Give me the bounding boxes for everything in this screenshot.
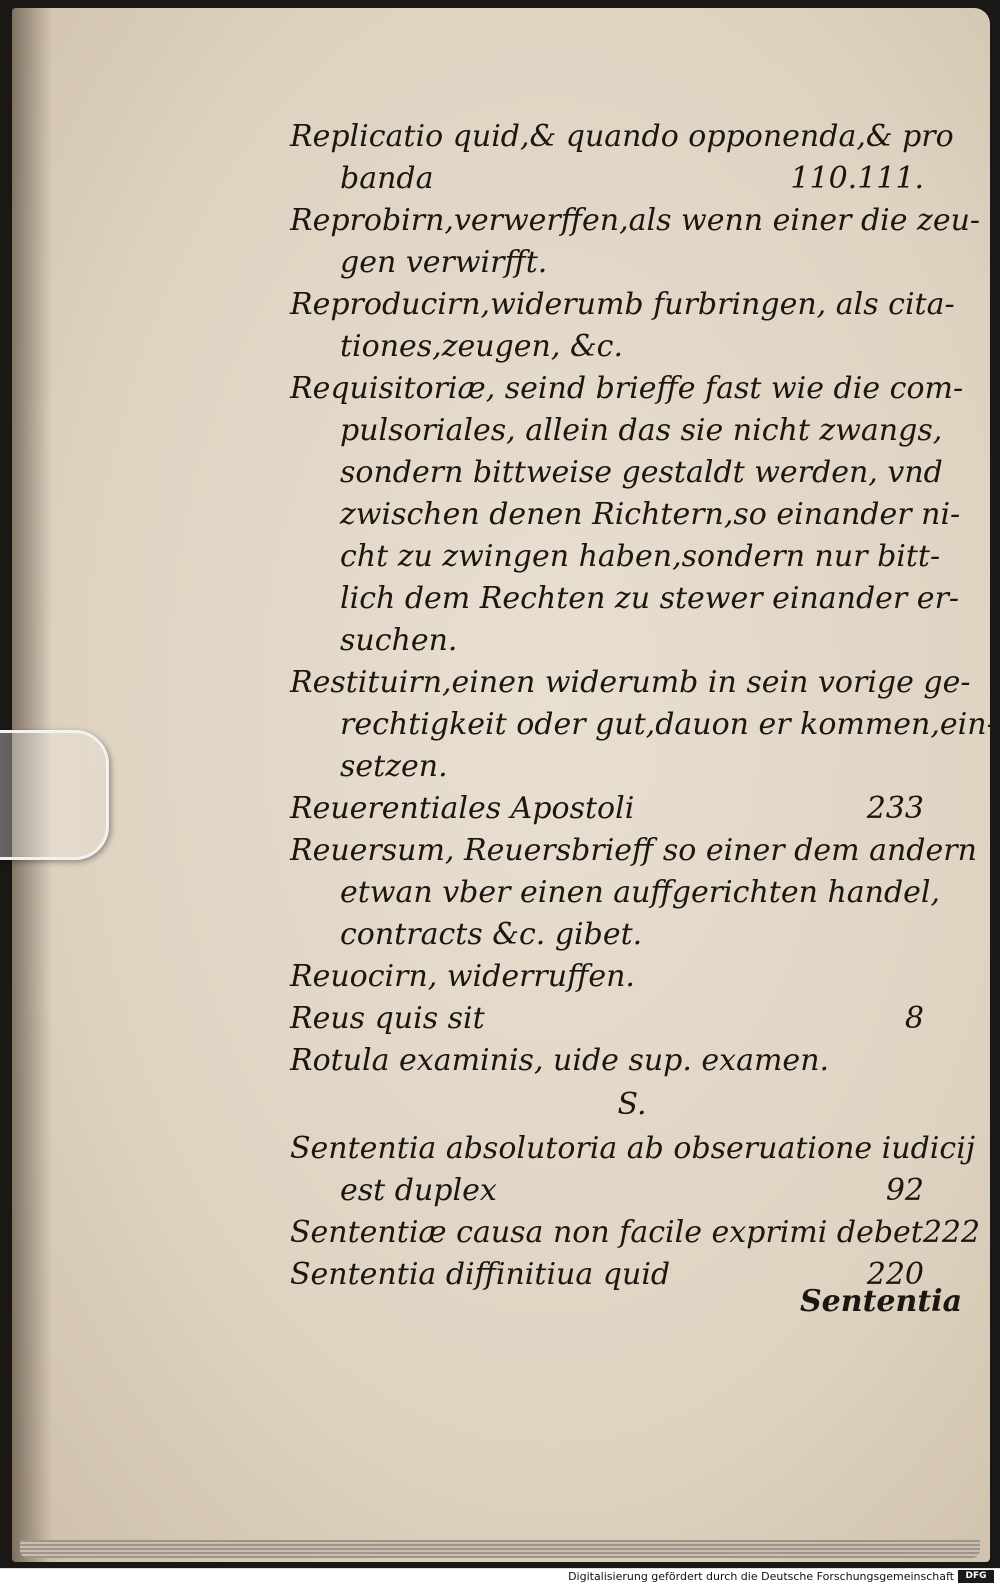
index-entry-replicatio (290, 116, 954, 200)
page-ref: 220 (866, 1257, 924, 1292)
page-ref: 110.111. (790, 161, 924, 196)
entry-line: Replicatio quid,& quando opponenda,& pro (290, 119, 954, 154)
entry-line: zwischen denen Richtern,so einander ni- (340, 497, 961, 532)
page-ref: 92 (885, 1173, 924, 1208)
index-entry-rotula (290, 1040, 924, 1082)
index-entry-reproducirn (290, 284, 955, 368)
entry-line: Reuersum, Reuersbrieff so einer dem andern (290, 833, 977, 868)
entry-text: Sententiæ causa non facile exprimi debet (290, 1215, 923, 1250)
entry-line (290, 788, 924, 830)
entry-line: sondern bittweise gestaldt werden, vnd (340, 455, 943, 490)
entry-text: Sententia diffinitiua quid (290, 1257, 671, 1292)
entry-line: Reprobirn,verwerffen,als wenn einer die zeu- (290, 203, 981, 238)
entry-text: banda (340, 161, 434, 196)
page-clip (0, 730, 109, 860)
index-entry-requisitoriae (290, 368, 964, 662)
index-entry-restituirn (290, 662, 997, 788)
page-edges (20, 1540, 980, 1558)
page-ref: 233 (866, 791, 924, 826)
entry-line: Rotula examinis, uide sup. examen. (290, 1043, 830, 1078)
entry-line: Restituirn,einen widerumb in sein vorige ge- (290, 665, 971, 700)
page-ref: 222 (922, 1215, 981, 1250)
entry-line: pulsoriales, allein das sie nicht zwangs, (340, 413, 943, 448)
catchword: Sententia (800, 1284, 963, 1319)
entry-text: est duplex (340, 1173, 497, 1208)
entry-line (290, 998, 924, 1040)
index-entry-reuocirn (290, 956, 924, 998)
entry-line: rechtigkeit oder gut,dauon er kommen,ein- (340, 707, 997, 742)
entry-line: contracts &c. gibet. (340, 917, 643, 952)
page-ref: 8 (904, 1001, 924, 1036)
entry-line: gen verwirfft. (340, 245, 548, 280)
index-entry-sententia-absolutoria (290, 1128, 976, 1212)
entry-line: Requisitoriæ, seind brieffe fast wie die com- (290, 371, 964, 406)
entry-line (290, 1170, 924, 1212)
entry-line: Reproducirn,widerumb furbringen, als cita- (290, 287, 955, 322)
index-entry-reuersum (290, 830, 977, 956)
entry-line: Sententia absolutoria ab obseruatione iudicij (290, 1131, 976, 1166)
index-entry-reus (290, 998, 924, 1040)
dfg-logo: DFG (958, 1570, 994, 1583)
section-letter-heading: S. (617, 1087, 647, 1122)
entry-line: suchen. (340, 623, 458, 658)
entry-line: setzen. (340, 749, 448, 784)
entry-line: tiones,zeugen, &c. (340, 329, 623, 364)
footer-credit: Digitalisierung gefördert durch die Deutsche Forschungsgemeinschaft (568, 1570, 954, 1583)
entry-line: lich dem Rechten zu stewer einander er- (340, 581, 960, 616)
entry-line (290, 158, 924, 200)
entry-line: cht zu zwingen haben,sondern nur bitt- (340, 539, 941, 574)
entry-text: Reuerentiales Apostoli (290, 791, 635, 826)
digitization-footer (0, 1568, 1000, 1585)
entry-line: etwan vber einen auffgerichten handel, (340, 875, 941, 910)
entry-line (290, 1212, 981, 1254)
entry-line: Reuocirn, widerruffen. (290, 959, 635, 994)
index-entry-reprobirn (290, 200, 981, 284)
index-text (290, 116, 997, 1296)
index-entry-sententiae-causa (290, 1212, 981, 1254)
entry-text: Reus quis sit (290, 1001, 485, 1036)
index-entry-reuerentiales (290, 788, 924, 830)
